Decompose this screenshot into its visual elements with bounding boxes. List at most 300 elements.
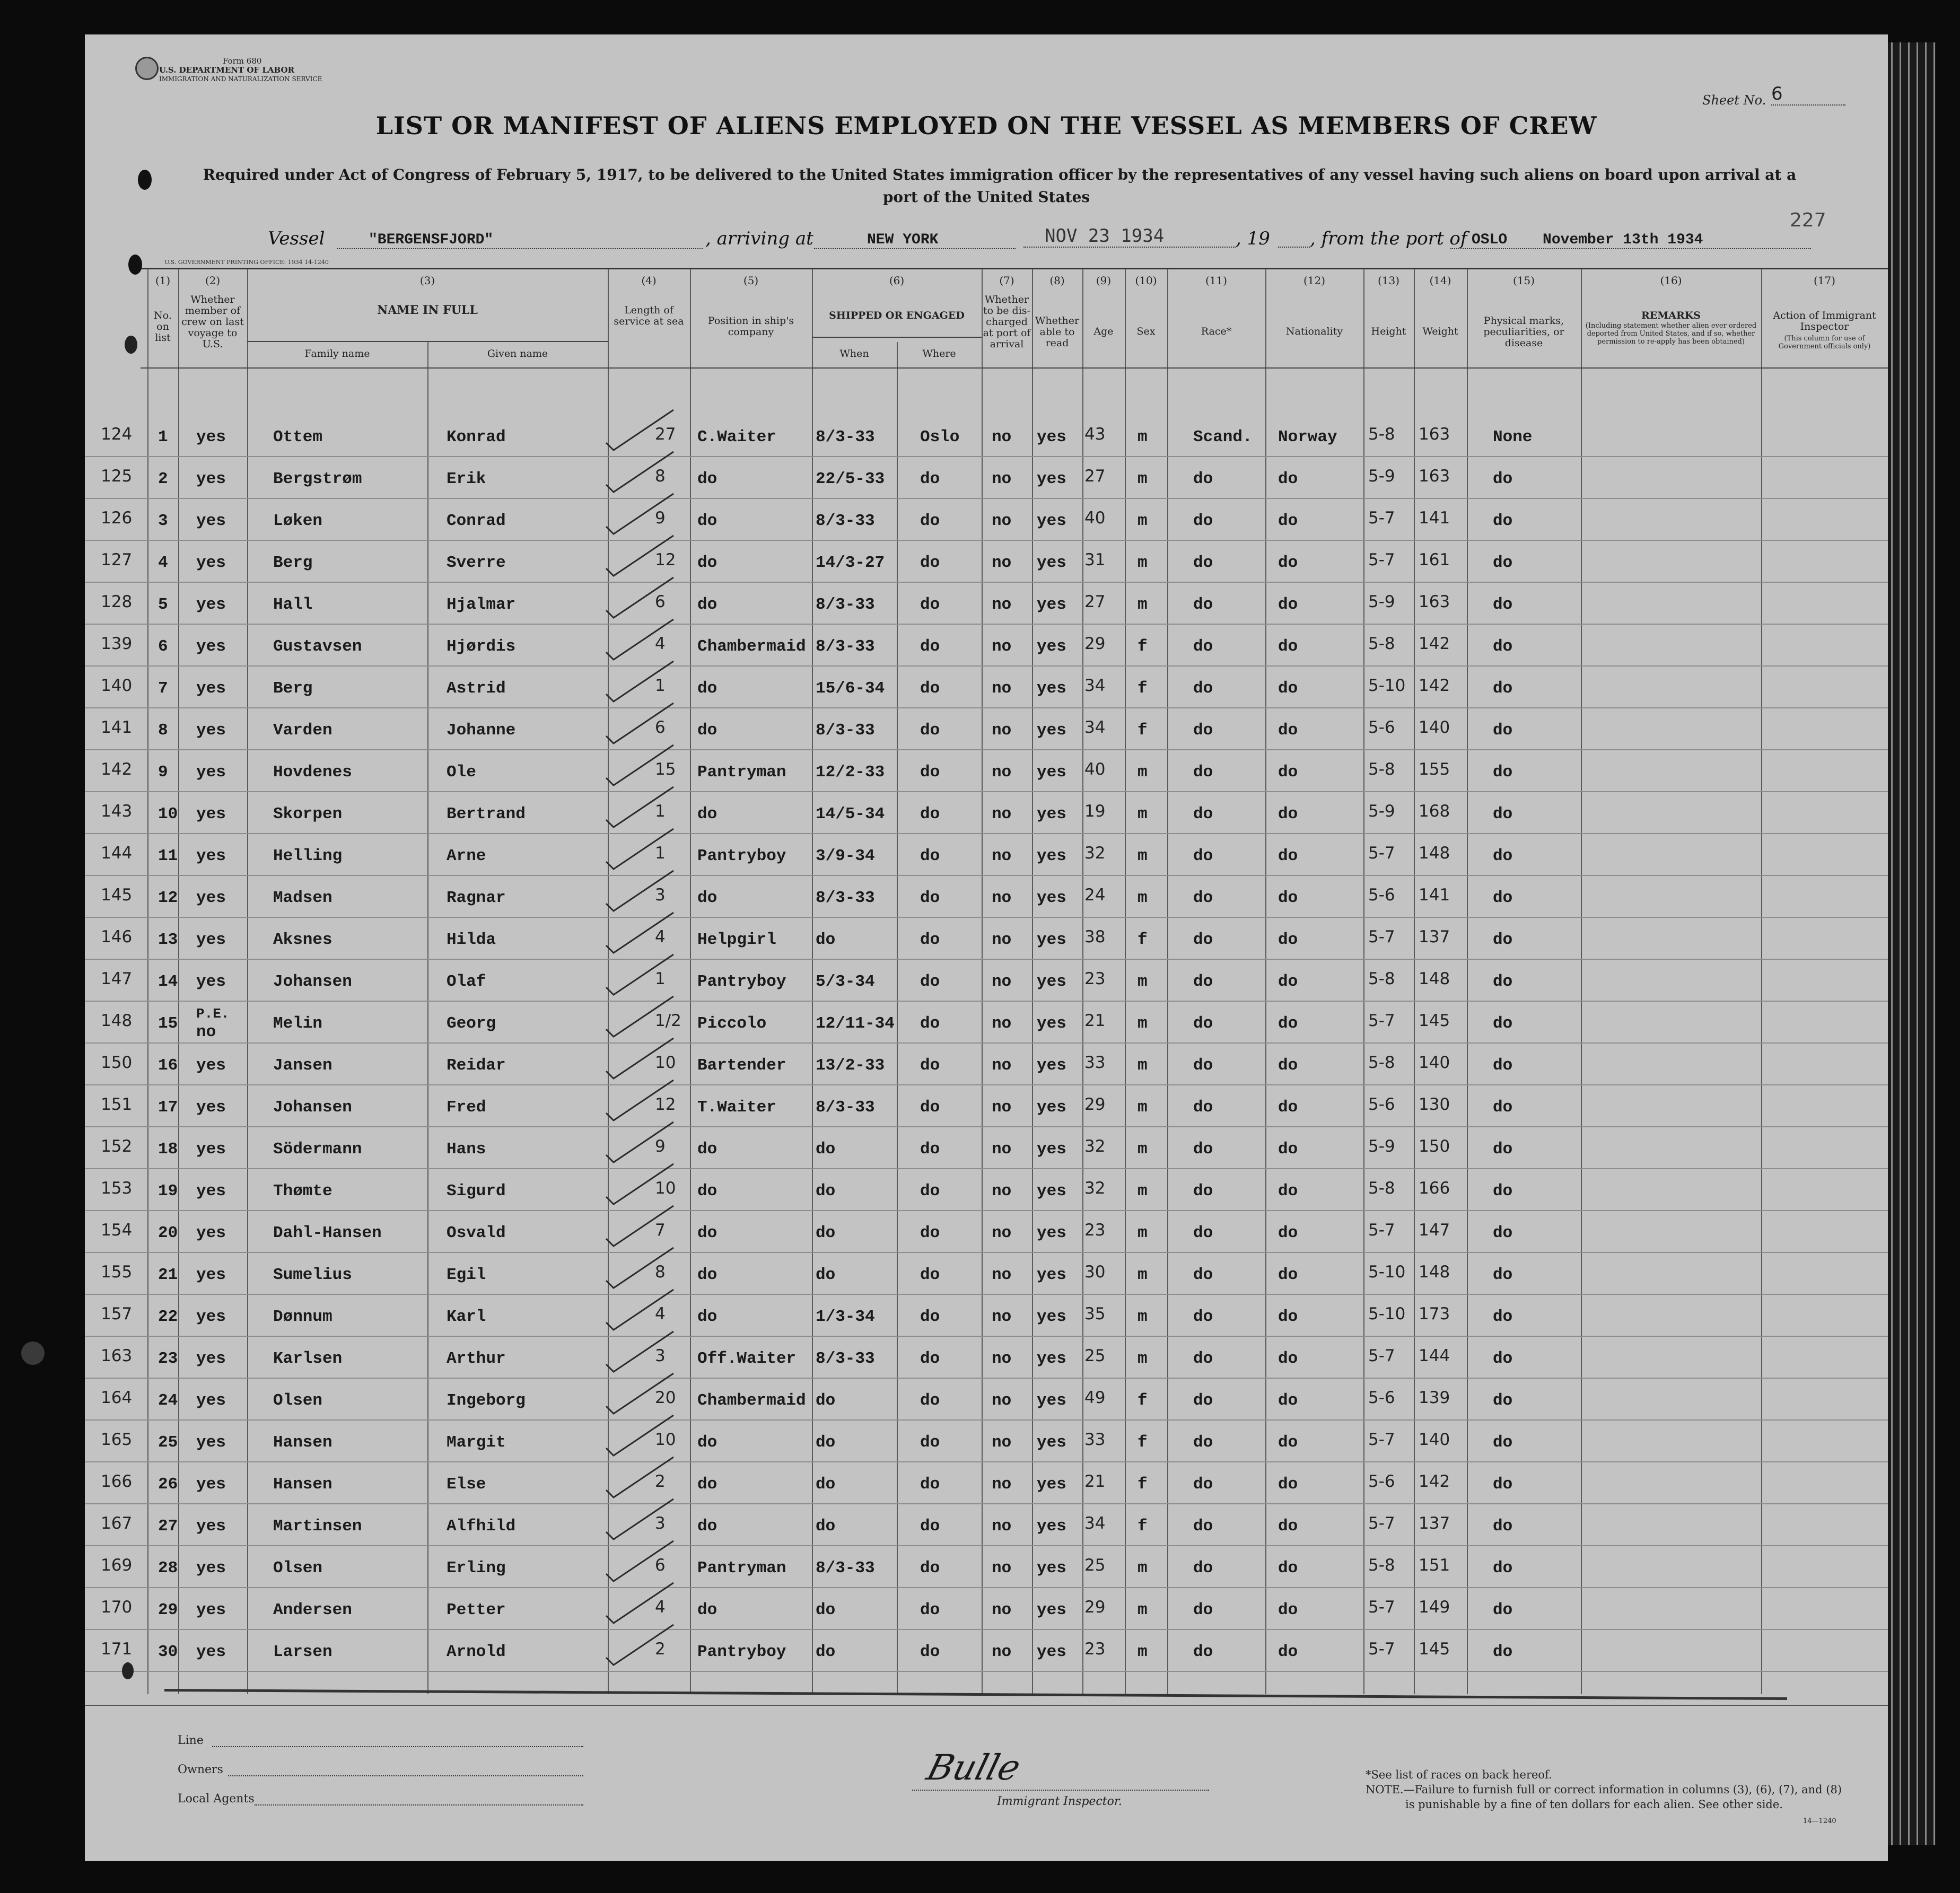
sex: m bbox=[1138, 1098, 1148, 1117]
shipped-where: do bbox=[920, 1391, 940, 1410]
sex: m bbox=[1138, 805, 1148, 823]
checkmark-icon bbox=[602, 699, 676, 747]
ref-number: 142 bbox=[101, 760, 133, 779]
race: do bbox=[1193, 972, 1213, 991]
header-shipped-rule bbox=[812, 337, 982, 338]
physical-marks: do bbox=[1493, 679, 1513, 698]
family-name: Hansen bbox=[273, 1433, 332, 1452]
height: 5-7 bbox=[1368, 1514, 1395, 1533]
ref-number: 153 bbox=[101, 1179, 133, 1198]
arriving-label: , arriving at bbox=[705, 228, 813, 249]
physical-marks: do bbox=[1493, 1308, 1513, 1326]
shipped-where: do bbox=[920, 847, 940, 865]
row-number: 26 bbox=[158, 1475, 178, 1494]
weight: 161 bbox=[1419, 550, 1450, 569]
physical-marks: do bbox=[1493, 889, 1513, 907]
checkmark-icon bbox=[602, 1537, 676, 1584]
able-to-read: yes bbox=[1037, 1349, 1066, 1368]
checkmark-icon bbox=[602, 950, 676, 998]
year-blank bbox=[1278, 247, 1310, 248]
discharged: no bbox=[992, 470, 1012, 488]
row-number: 20 bbox=[158, 1224, 178, 1242]
table-row bbox=[85, 594, 1888, 636]
footer-line-blank bbox=[212, 1746, 583, 1747]
given-name: Hilda bbox=[447, 931, 496, 949]
given-name: Sverre bbox=[447, 554, 506, 572]
able-to-read: yes bbox=[1037, 1643, 1066, 1661]
header-height: Height bbox=[1371, 326, 1406, 337]
position: C.Waiter bbox=[697, 428, 776, 446]
age: 23 bbox=[1084, 1640, 1106, 1659]
family-name: Dahl-Hansen bbox=[273, 1224, 382, 1242]
shipped-where: do bbox=[920, 1601, 940, 1619]
fine-note-line2: is punishable by a fine of ten dollars for each alien. See other side. bbox=[1405, 1798, 1783, 1811]
height: 5-9 bbox=[1368, 467, 1395, 486]
checkmark-icon bbox=[602, 1369, 676, 1417]
sex: m bbox=[1138, 1266, 1148, 1284]
crew-last-voyage: yes bbox=[196, 470, 226, 488]
discharged: no bbox=[992, 554, 1012, 572]
header-able-read: Whether able to read bbox=[1035, 315, 1080, 349]
nationality: do bbox=[1278, 1182, 1298, 1200]
given-name: Bertrand bbox=[447, 805, 526, 823]
age: 34 bbox=[1084, 1514, 1106, 1533]
able-to-read: yes bbox=[1037, 470, 1066, 488]
given-name: Georg bbox=[447, 1014, 496, 1033]
race: do bbox=[1193, 1182, 1213, 1200]
able-to-read: yes bbox=[1037, 1601, 1066, 1619]
family-name: Martinsen bbox=[273, 1517, 362, 1536]
physical-marks: do bbox=[1493, 1559, 1513, 1578]
given-name: Egil bbox=[447, 1266, 486, 1284]
length-service: 3 bbox=[655, 1346, 666, 1365]
given-name: Arne bbox=[447, 847, 486, 865]
shipped-where: do bbox=[920, 595, 940, 614]
header-weight: Weight bbox=[1422, 326, 1458, 337]
age: 34 bbox=[1084, 676, 1106, 695]
crew-last-voyage: yes bbox=[196, 889, 226, 907]
ref-number: 145 bbox=[101, 886, 133, 905]
given-name: Margit bbox=[447, 1433, 506, 1452]
family-name: Södermann bbox=[273, 1140, 362, 1159]
ref-number: 167 bbox=[101, 1514, 133, 1533]
length-service: 1/2 bbox=[655, 1011, 681, 1030]
nationality: do bbox=[1278, 972, 1298, 991]
length-service: 4 bbox=[655, 927, 666, 946]
shipped-when: 8/3-33 bbox=[816, 1349, 875, 1368]
weight: 145 bbox=[1419, 1640, 1450, 1659]
nationality: do bbox=[1278, 512, 1298, 530]
header-no-on-list: No. on list bbox=[154, 310, 172, 344]
height: 5-6 bbox=[1368, 718, 1395, 737]
discharged: no bbox=[992, 679, 1012, 698]
able-to-read: yes bbox=[1037, 679, 1066, 698]
header-action: Action of Immigrant Inspector bbox=[1773, 310, 1876, 332]
crew-last-voyage: yes bbox=[196, 595, 226, 614]
checkmark-icon bbox=[602, 992, 676, 1040]
header-remarks-note: (Including statement whether alien ever ordered deported from United States, and if so, whether permission to re-apply has been obtained) bbox=[1585, 322, 1757, 346]
table-row bbox=[85, 1097, 1888, 1139]
table-row bbox=[85, 1600, 1888, 1642]
sex: f bbox=[1138, 931, 1148, 949]
discharged: no bbox=[992, 1601, 1012, 1619]
colnum-17: (17) bbox=[1813, 274, 1836, 287]
family-name: Aksnes bbox=[273, 931, 332, 949]
vessel-name: "BERGENSFJORD" bbox=[337, 232, 703, 249]
table-row bbox=[85, 1558, 1888, 1600]
sex: f bbox=[1138, 637, 1148, 656]
crew-last-voyage: yes bbox=[196, 805, 226, 823]
height: 5-8 bbox=[1368, 1179, 1395, 1198]
race: do bbox=[1193, 679, 1213, 698]
inspector-signature: Bulle bbox=[922, 1747, 1025, 1788]
given-name: Erling bbox=[447, 1559, 506, 1578]
ref-number: 124 bbox=[101, 425, 133, 444]
nationality: do bbox=[1278, 1308, 1298, 1326]
colnum-4: (4) bbox=[641, 274, 657, 287]
height: 5-8 bbox=[1368, 969, 1395, 988]
given-name: Fred bbox=[447, 1098, 486, 1117]
weight: 137 bbox=[1419, 927, 1450, 946]
ref-number: 164 bbox=[101, 1388, 133, 1407]
sex: m bbox=[1138, 470, 1148, 488]
subtitle-line2: port of the United States bbox=[882, 188, 1090, 206]
colnum-16: (16) bbox=[1660, 274, 1682, 287]
able-to-read: yes bbox=[1037, 805, 1066, 823]
discharged: no bbox=[992, 931, 1012, 949]
discharged: no bbox=[992, 1182, 1012, 1200]
age: 23 bbox=[1084, 969, 1106, 988]
given-name: Hans bbox=[447, 1140, 486, 1159]
crew-last-voyage: yes bbox=[196, 1308, 226, 1326]
race: do bbox=[1193, 554, 1213, 572]
physical-marks: do bbox=[1493, 805, 1513, 823]
ref-number: 148 bbox=[101, 1011, 133, 1030]
checkmark-icon bbox=[602, 448, 676, 495]
crew-last-voyage: yes bbox=[196, 512, 226, 530]
ref-number: 147 bbox=[101, 969, 133, 988]
crew-last-voyage: yes bbox=[196, 763, 226, 782]
header-family-name: Family name bbox=[304, 348, 370, 360]
signature-line bbox=[912, 1790, 1209, 1791]
discharged: no bbox=[992, 637, 1012, 656]
nationality: do bbox=[1278, 1224, 1298, 1242]
weight: 150 bbox=[1419, 1137, 1450, 1156]
checkmark-icon bbox=[602, 825, 676, 872]
height: 5-7 bbox=[1368, 509, 1395, 528]
table-row bbox=[85, 427, 1888, 469]
nationality: do bbox=[1278, 1601, 1298, 1619]
colnum-13: (13) bbox=[1377, 274, 1400, 287]
position: do bbox=[697, 595, 718, 614]
footer-owners-label: Owners bbox=[178, 1763, 223, 1776]
row-number: 2 bbox=[158, 470, 168, 488]
header-position: Position in ship's company bbox=[707, 315, 794, 338]
discharged: no bbox=[992, 1224, 1012, 1242]
from-port-field bbox=[1450, 232, 1811, 249]
shipped-when: 8/3-33 bbox=[816, 512, 875, 530]
sex: f bbox=[1138, 1517, 1148, 1536]
race: do bbox=[1193, 1475, 1213, 1494]
family-name: Helling bbox=[273, 847, 343, 865]
height: 5-8 bbox=[1368, 634, 1395, 653]
physical-marks: do bbox=[1493, 1643, 1513, 1661]
header-name-rule bbox=[247, 341, 608, 342]
table-row bbox=[85, 1304, 1888, 1348]
age: 38 bbox=[1084, 927, 1106, 946]
height: 5-8 bbox=[1368, 760, 1395, 779]
table-row bbox=[85, 636, 1888, 678]
physical-marks: do bbox=[1493, 554, 1513, 572]
race: do bbox=[1193, 1391, 1213, 1410]
given-name: Karl bbox=[447, 1308, 486, 1326]
race: do bbox=[1193, 1098, 1213, 1117]
ref-number: 154 bbox=[101, 1221, 133, 1240]
given-name: Hjørdis bbox=[447, 637, 516, 656]
crew-last-voyage: yes bbox=[196, 554, 226, 572]
header-age: Age bbox=[1093, 326, 1114, 337]
race: do bbox=[1193, 1224, 1213, 1242]
race: do bbox=[1193, 1601, 1213, 1619]
colnum-8: (8) bbox=[1049, 274, 1065, 287]
age: 34 bbox=[1084, 718, 1106, 737]
table-row bbox=[85, 469, 1888, 511]
physical-marks: do bbox=[1493, 931, 1513, 949]
checkmark-icon bbox=[602, 615, 676, 663]
checkmark-icon bbox=[602, 1118, 676, 1165]
ref-number: 146 bbox=[101, 927, 133, 946]
shipped-where: do bbox=[920, 931, 940, 949]
length-service: 10 bbox=[655, 1179, 676, 1198]
sex: m bbox=[1138, 1224, 1148, 1242]
row-number: 17 bbox=[158, 1098, 178, 1117]
ref-number: 170 bbox=[101, 1598, 133, 1617]
arriving-port: NEW YORK bbox=[814, 232, 1016, 249]
height: 5-7 bbox=[1368, 1221, 1395, 1240]
department-name: U.S. DEPARTMENT OF LABOR bbox=[159, 65, 295, 75]
age: 31 bbox=[1084, 550, 1106, 569]
corner-number: 227 bbox=[1790, 209, 1826, 231]
weight: 148 bbox=[1419, 1263, 1450, 1282]
row-number: 30 bbox=[158, 1643, 178, 1661]
shipped-where: do bbox=[920, 805, 940, 823]
race: do bbox=[1193, 1517, 1213, 1536]
sex: m bbox=[1138, 1140, 1148, 1159]
crew-last-voyage: yes bbox=[196, 1182, 226, 1200]
sex: f bbox=[1138, 721, 1148, 740]
family-name: Dønnum bbox=[273, 1308, 332, 1326]
able-to-read: yes bbox=[1037, 1517, 1066, 1536]
able-to-read: yes bbox=[1037, 428, 1066, 446]
checkmark-icon bbox=[602, 1495, 676, 1543]
ref-number: 166 bbox=[101, 1472, 133, 1491]
position: do bbox=[697, 1433, 718, 1452]
family-name: Olsen bbox=[273, 1391, 323, 1410]
race: do bbox=[1193, 1643, 1213, 1661]
physical-marks: do bbox=[1493, 595, 1513, 614]
colnum-1: (1) bbox=[155, 274, 171, 287]
discharged: no bbox=[992, 1517, 1012, 1536]
nationality: do bbox=[1278, 470, 1298, 488]
race: do bbox=[1193, 1014, 1213, 1033]
race: do bbox=[1193, 1559, 1213, 1578]
height: 5-10 bbox=[1368, 676, 1406, 695]
table-row bbox=[85, 1223, 1888, 1265]
weight: 148 bbox=[1419, 844, 1450, 863]
crew-last-voyage: yes bbox=[196, 1349, 226, 1368]
physical-marks: do bbox=[1493, 1224, 1513, 1242]
discharged: no bbox=[992, 1559, 1012, 1578]
header-where: Where bbox=[922, 348, 956, 360]
shipped-when: 15/6-34 bbox=[816, 679, 885, 698]
ref-number: 143 bbox=[101, 802, 133, 821]
family-name: Varden bbox=[273, 721, 332, 740]
nationality: do bbox=[1278, 1517, 1298, 1536]
table-row bbox=[85, 846, 1888, 888]
height: 5-9 bbox=[1368, 1137, 1395, 1156]
table-row bbox=[85, 1139, 1888, 1181]
position: Pantryman bbox=[697, 1559, 786, 1578]
shipped-when: 8/3-33 bbox=[816, 595, 875, 614]
ref-number: 126 bbox=[101, 509, 133, 528]
given-name: Conrad bbox=[447, 512, 506, 530]
able-to-read: yes bbox=[1037, 1308, 1066, 1326]
row-number: 18 bbox=[158, 1140, 178, 1159]
shipped-where: do bbox=[920, 1559, 940, 1578]
length-service: 3 bbox=[655, 886, 666, 905]
crew-last-voyage: yes bbox=[196, 637, 226, 656]
checkmark-icon bbox=[602, 866, 676, 914]
shipped-when: 14/5-34 bbox=[816, 805, 885, 823]
physical-marks: do bbox=[1493, 637, 1513, 656]
physical-marks: do bbox=[1493, 1014, 1513, 1033]
race: do bbox=[1193, 1266, 1213, 1284]
punch-hole-2-icon bbox=[128, 255, 142, 275]
row-number: 1 bbox=[158, 428, 168, 446]
length-service: 10 bbox=[655, 1053, 676, 1072]
sex: m bbox=[1138, 595, 1148, 614]
shipped-when: do bbox=[816, 1601, 836, 1619]
physical-marks: do bbox=[1493, 1266, 1513, 1284]
shipped-where: do bbox=[920, 1475, 940, 1494]
nationality: do bbox=[1278, 1391, 1298, 1410]
able-to-read: yes bbox=[1037, 763, 1066, 782]
length-service: 1 bbox=[655, 844, 666, 863]
height: 5-7 bbox=[1368, 1640, 1395, 1659]
header-member-last-voyage: Whether member of crew on last voyage to U.S. bbox=[181, 294, 244, 350]
length-service: 4 bbox=[655, 1598, 666, 1617]
race: do bbox=[1193, 847, 1213, 865]
crew-last-voyage: yes bbox=[196, 1266, 226, 1284]
ref-number: 171 bbox=[101, 1640, 133, 1659]
position: do bbox=[697, 1182, 718, 1200]
length-service: 9 bbox=[655, 509, 666, 528]
nationality: do bbox=[1278, 1266, 1298, 1284]
length-service: 8 bbox=[655, 1263, 666, 1282]
race: do bbox=[1193, 1349, 1213, 1368]
ref-number: 128 bbox=[101, 592, 133, 611]
checkmark-icon bbox=[602, 1453, 676, 1501]
header-remarks: REMARKS bbox=[1641, 310, 1701, 321]
checkmark-icon bbox=[602, 573, 676, 621]
sheet-number: 6 bbox=[1771, 83, 1845, 106]
race: do bbox=[1193, 595, 1213, 614]
shipped-when: do bbox=[816, 1475, 836, 1494]
age: 40 bbox=[1084, 760, 1106, 779]
shipped-where: do bbox=[920, 1056, 940, 1075]
row-number: 5 bbox=[158, 595, 168, 614]
given-name: Sigurd bbox=[447, 1182, 506, 1200]
row-number: 19 bbox=[158, 1182, 178, 1200]
race: do bbox=[1193, 721, 1213, 740]
given-name: Else bbox=[447, 1475, 486, 1494]
family-name: Johansen bbox=[273, 1098, 352, 1117]
checkmark-icon bbox=[602, 1620, 676, 1668]
crew-last-voyage: yes bbox=[196, 679, 226, 698]
footer-agents-label: Local Agents bbox=[178, 1792, 255, 1806]
length-service: 1 bbox=[655, 969, 666, 988]
discharged: no bbox=[992, 1140, 1012, 1159]
colnum-15: (15) bbox=[1512, 274, 1535, 287]
table-row bbox=[85, 804, 1888, 846]
checkmark-icon bbox=[602, 741, 676, 788]
table-row bbox=[85, 1390, 1888, 1432]
manifest-title: LIST OR MANIFEST OF ALIENS EMPLOYED ON THE VESSEL AS MEMBERS OF CREW bbox=[375, 111, 1597, 140]
position: Helpgirl bbox=[697, 931, 776, 949]
sex: f bbox=[1138, 1433, 1148, 1452]
weight: 137 bbox=[1419, 1514, 1450, 1533]
age: 23 bbox=[1084, 1221, 1106, 1240]
row-number: 27 bbox=[158, 1517, 178, 1536]
checkmark-icon bbox=[602, 489, 676, 537]
nationality: do bbox=[1278, 889, 1298, 907]
age: 30 bbox=[1084, 1263, 1106, 1282]
able-to-read: yes bbox=[1037, 1056, 1066, 1075]
shipped-where: do bbox=[920, 972, 940, 991]
family-name: Jansen bbox=[273, 1056, 332, 1075]
family-name: Sumelius bbox=[273, 1266, 352, 1284]
given-name: Ragnar bbox=[447, 889, 506, 907]
row-number: 25 bbox=[158, 1433, 178, 1452]
family-name: Thømte bbox=[273, 1182, 332, 1200]
crew-last-voyage: yes bbox=[196, 1601, 226, 1619]
footer-form-code: 14—1240 bbox=[1803, 1817, 1836, 1825]
nationality: do bbox=[1278, 805, 1298, 823]
weight: 140 bbox=[1419, 1053, 1450, 1072]
from-port-label: , from the port of bbox=[1310, 228, 1467, 249]
shipped-when: 8/3-33 bbox=[816, 721, 875, 740]
length-service: 6 bbox=[655, 718, 666, 737]
nationality: Norway bbox=[1278, 428, 1337, 446]
checkmark-icon bbox=[602, 1327, 676, 1375]
print-office-line: U.S. GOVERNMENT PRINTING OFFICE: 1934 14-1240 bbox=[164, 259, 329, 266]
weight: 163 bbox=[1419, 592, 1450, 611]
age: 21 bbox=[1084, 1011, 1106, 1030]
length-service: 1 bbox=[655, 676, 666, 695]
family-name: Løken bbox=[273, 512, 323, 530]
sheet-label: Sheet No. bbox=[1702, 93, 1766, 108]
checkmark-icon bbox=[602, 1034, 676, 1082]
race: do bbox=[1193, 889, 1213, 907]
sex: m bbox=[1138, 1349, 1148, 1368]
physical-marks: do bbox=[1493, 847, 1513, 865]
header-bottom-rule bbox=[141, 367, 1888, 369]
given-name: Erik bbox=[447, 470, 486, 488]
position: Bartender bbox=[697, 1056, 786, 1075]
table-row bbox=[85, 1181, 1888, 1223]
age: 29 bbox=[1084, 1598, 1106, 1617]
race: do bbox=[1193, 1308, 1213, 1326]
